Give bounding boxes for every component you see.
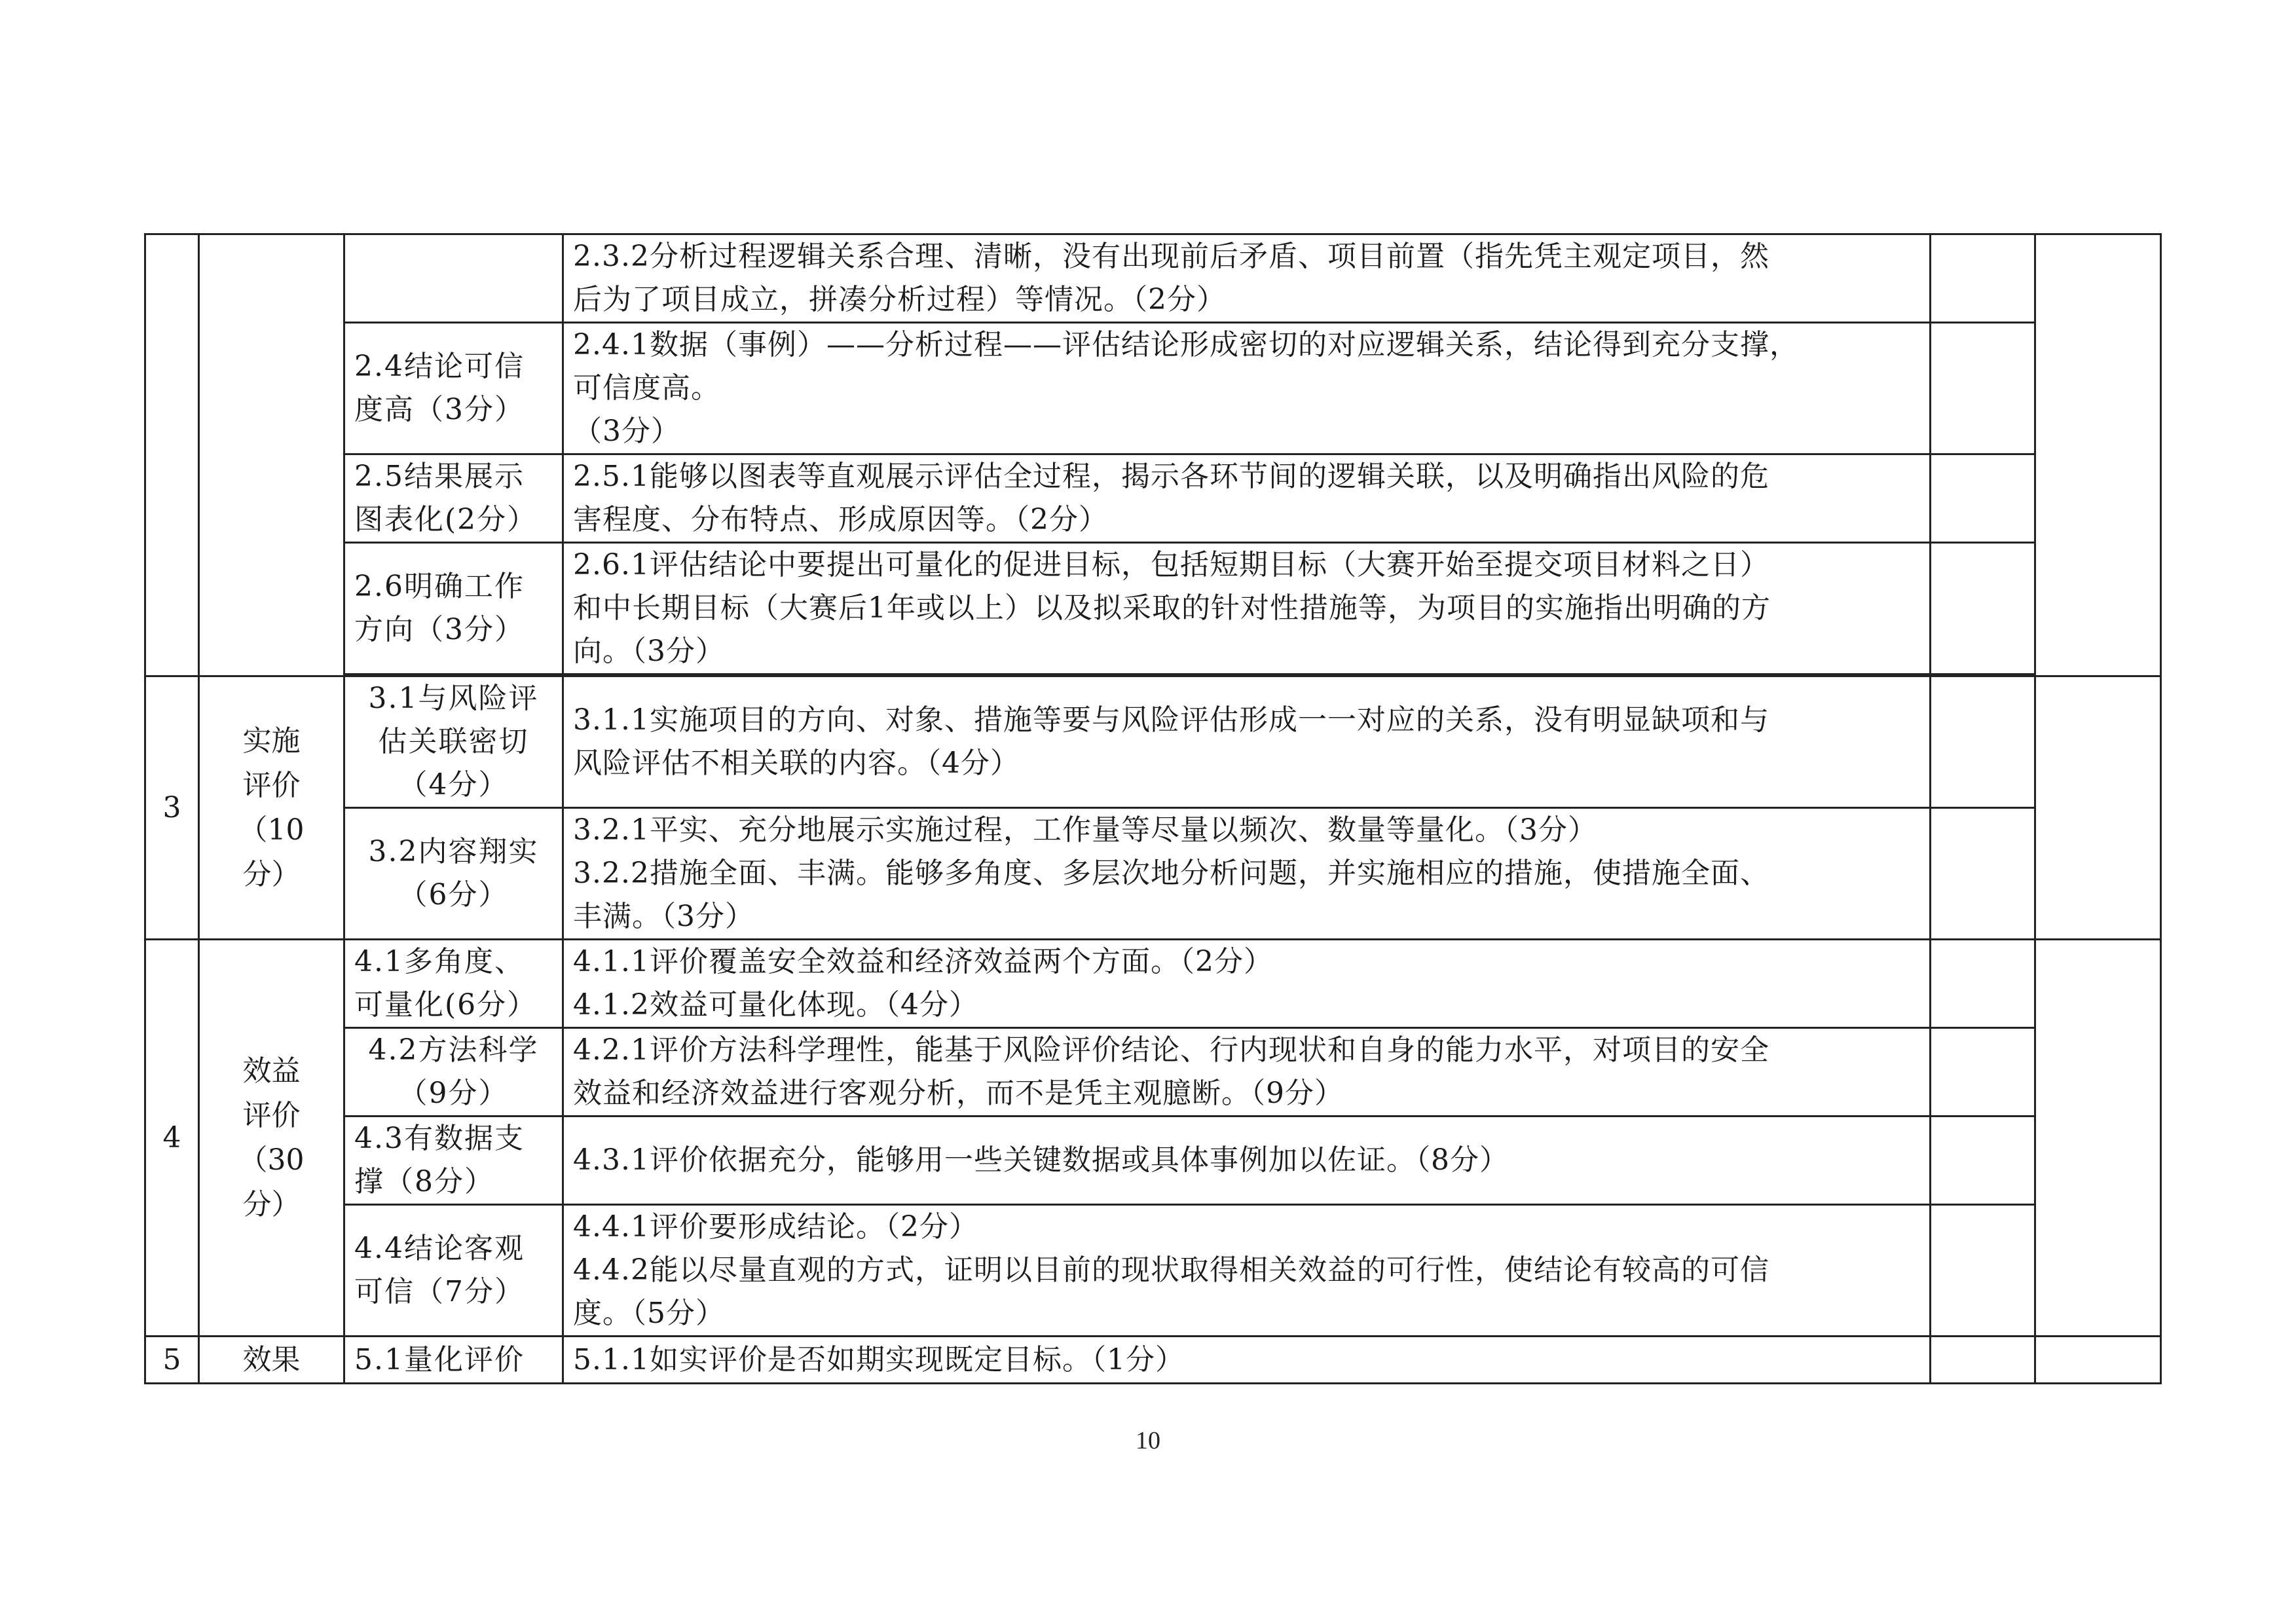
score-cell[interactable] bbox=[1931, 1205, 2035, 1337]
category-cell bbox=[199, 940, 344, 1337]
criterion-description-cell bbox=[563, 454, 1931, 543]
table-row bbox=[145, 940, 2161, 1028]
sub-criterion-line: 估关联密切 bbox=[378, 725, 529, 758]
score-cell[interactable] bbox=[1931, 1116, 2035, 1205]
sub-criterion-line: 度高（3分） bbox=[354, 393, 525, 426]
category-cell bbox=[199, 676, 344, 940]
description-line: 4.1.2效益可量化体现。（4分） bbox=[573, 988, 978, 1022]
category-line: （30 bbox=[238, 1143, 305, 1177]
evaluation-criteria-table bbox=[144, 233, 2162, 1384]
category-line: 分） bbox=[242, 857, 301, 891]
description-line: 2.4.1数据（事例）——分析过程——评估结论形成密切的对应逻辑关系，结论得到充分支撑， bbox=[573, 328, 1799, 361]
score-cell[interactable] bbox=[1931, 940, 2035, 1028]
description-line: 4.4.2能以尽量直观的方式，证明以目前的现状取得相关效益的可行性，使结论有较高的可信 bbox=[573, 1253, 1769, 1287]
category-cell bbox=[199, 1337, 344, 1384]
description-line: 风险评估不相关联的内容。（4分） bbox=[573, 747, 1020, 780]
table-row bbox=[145, 543, 2161, 674]
description-line: 丰满。（3分） bbox=[573, 900, 754, 933]
sub-criterion-cell bbox=[344, 234, 563, 323]
criterion-description-cell bbox=[563, 676, 1931, 808]
sub-criterion-cell bbox=[344, 1205, 563, 1337]
description-line: 效益和经济效益进行客观分析，而不是凭主观臆断。（9分） bbox=[573, 1077, 1344, 1110]
sub-criterion-line: 4.2方法科学 bbox=[368, 1033, 539, 1067]
sub-criterion-cell bbox=[344, 323, 563, 454]
description-line: 3.2.1平实、充分地展示实施过程，工作量等尽量以频次、数量等量化。（3分） bbox=[573, 813, 1597, 847]
criterion-description-cell bbox=[563, 543, 1931, 674]
category-line: 评价 bbox=[242, 768, 301, 802]
category-line: 效益 bbox=[242, 1054, 301, 1088]
sub-criterion-line: 撑（8分） bbox=[354, 1165, 494, 1198]
description-line: 2.5.1能够以图表等直观展示评估全过程，揭示各环节间的逻辑关联，以及明确指出风险的危 bbox=[573, 460, 1769, 493]
description-line: 2.3.2分析过程逻辑关系合理、清晰，没有出现前后矛盾、项目前置（指先凭主观定项目，然 bbox=[573, 240, 1769, 273]
description-line: 向。（3分） bbox=[573, 635, 725, 668]
sub-criterion-line: 4.3有数据支 bbox=[354, 1122, 525, 1155]
sub-criterion-line: 4.1多角度、 bbox=[354, 945, 525, 978]
description-line: 4.3.1评价依据充分，能够用一些关键数据或具体事例加以佐证。（8分） bbox=[573, 1143, 1509, 1177]
description-line: 3.1.1实施项目的方向、对象、措施等要与风险评估形成一一对应的关系，没有明显缺项和与 bbox=[573, 703, 1769, 737]
sub-criterion-line: 2.4结论可信 bbox=[354, 350, 525, 383]
sub-criterion-line: （6分） bbox=[398, 878, 509, 912]
category-line: 效果 bbox=[242, 1342, 301, 1376]
table-row bbox=[145, 454, 2161, 543]
sub-criterion-line: 3.2内容翔实 bbox=[368, 835, 539, 868]
table-row bbox=[145, 323, 2161, 454]
sub-criterion-cell bbox=[344, 940, 563, 1028]
sub-criterion-line: 图表化(2分） bbox=[354, 503, 538, 536]
criterion-description-cell bbox=[563, 1028, 1931, 1116]
criterion-description-cell bbox=[563, 323, 1931, 454]
description-line: 4.2.1评价方法科学理性，能基于风险评价结论、行内现状和自身的能力水平，对项目的安全 bbox=[573, 1033, 1769, 1067]
sub-criterion-line: 可信（7分） bbox=[354, 1275, 525, 1308]
remark-cell[interactable] bbox=[2035, 1337, 2161, 1384]
item-number-cell: 5 bbox=[145, 1337, 199, 1384]
category-line: 评价 bbox=[242, 1098, 301, 1132]
criterion-description-cell bbox=[563, 808, 1931, 940]
item-number-cell: 3 bbox=[145, 676, 199, 940]
table-row bbox=[145, 1205, 2161, 1337]
description-line: 后为了项目成立，拼凑分析过程）等情况。（2分） bbox=[573, 283, 1226, 316]
criterion-description-cell bbox=[563, 1337, 1931, 1384]
sub-criterion-line: 2.6明确工作 bbox=[354, 570, 525, 603]
description-line: 3.2.2措施全面、丰满。能够多角度、多层次地分析问题，并实施相应的措施，使措施全面、 bbox=[573, 857, 1769, 890]
table-row bbox=[145, 1028, 2161, 1116]
description-line: 和中长期目标（大赛后1年或以上）以及拟采取的针对性措施等，为项目的实施指出明确的方 bbox=[573, 591, 1771, 625]
description-line: 2.6.1评估结论中要提出可量化的促进目标，包括短期目标（大赛开始至提交项目材料之日） bbox=[573, 548, 1769, 581]
description-line: 度。（5分） bbox=[573, 1297, 725, 1330]
page-number: 10 bbox=[1136, 1427, 1160, 1454]
score-cell[interactable] bbox=[1931, 543, 2035, 674]
score-cell[interactable] bbox=[1931, 1028, 2035, 1116]
sub-criterion-cell bbox=[344, 454, 563, 543]
remark-cell[interactable] bbox=[2035, 234, 2161, 676]
remark-cell[interactable] bbox=[2035, 676, 2161, 940]
sub-criterion-line: 方向（3分） bbox=[354, 613, 525, 646]
score-cell[interactable] bbox=[1931, 808, 2035, 940]
score-cell[interactable] bbox=[1931, 234, 2035, 323]
sub-criterion-line: 2.5结果展示 bbox=[354, 460, 525, 493]
sub-criterion-cell bbox=[344, 808, 563, 940]
sub-criterion-line: 5.1量化评价 bbox=[354, 1342, 525, 1376]
description-line: 4.1.1评价覆盖安全效益和经济效益两个方面。（2分） bbox=[573, 945, 1273, 978]
item-number-cell: 4 bbox=[145, 940, 199, 1337]
table-row bbox=[145, 676, 2161, 808]
score-cell[interactable] bbox=[1931, 1337, 2035, 1384]
sub-criterion-cell bbox=[344, 1028, 563, 1116]
category-line: 分） bbox=[242, 1187, 301, 1221]
criterion-description-cell bbox=[563, 1116, 1931, 1205]
sub-criterion-cell bbox=[344, 1337, 563, 1384]
sub-criterion-cell bbox=[344, 676, 563, 808]
score-cell[interactable] bbox=[1931, 454, 2035, 543]
table-row bbox=[145, 1116, 2161, 1205]
description-line: 害程度、分布特点、形成原因等。（2分） bbox=[573, 503, 1108, 536]
table-row bbox=[145, 808, 2161, 940]
sub-criterion-line: （4分） bbox=[398, 768, 509, 802]
item-number-cell bbox=[145, 234, 199, 676]
criterion-description-cell bbox=[563, 940, 1931, 1028]
sub-criterion-line: 可量化(6分） bbox=[354, 988, 538, 1022]
category-line: （10 bbox=[238, 813, 305, 847]
category-line: 实施 bbox=[242, 724, 301, 758]
description-line: 5.1.1如实评价是否如期实现既定目标。（1分） bbox=[573, 1342, 1185, 1376]
criterion-description-cell bbox=[563, 1205, 1931, 1337]
sub-criterion-cell bbox=[344, 543, 563, 674]
score-cell[interactable] bbox=[1931, 323, 2035, 454]
criterion-description-cell bbox=[563, 234, 1931, 323]
sub-criterion-line: 4.4结论客观 bbox=[354, 1232, 525, 1265]
description-line: 可信度高。 bbox=[573, 371, 720, 405]
table-row bbox=[145, 1337, 2161, 1384]
sub-criterion-line: （9分） bbox=[398, 1077, 509, 1110]
score-cell[interactable] bbox=[1931, 676, 2035, 808]
description-line: 4.4.1评价要形成结论。（2分） bbox=[573, 1210, 978, 1244]
table-row bbox=[145, 234, 2161, 323]
remark-cell[interactable] bbox=[2035, 940, 2161, 1337]
sub-criterion-cell bbox=[344, 1116, 563, 1205]
description-line: （3分） bbox=[573, 415, 680, 448]
category-cell bbox=[199, 234, 344, 676]
sub-criterion-line: 3.1与风险评 bbox=[368, 682, 539, 715]
